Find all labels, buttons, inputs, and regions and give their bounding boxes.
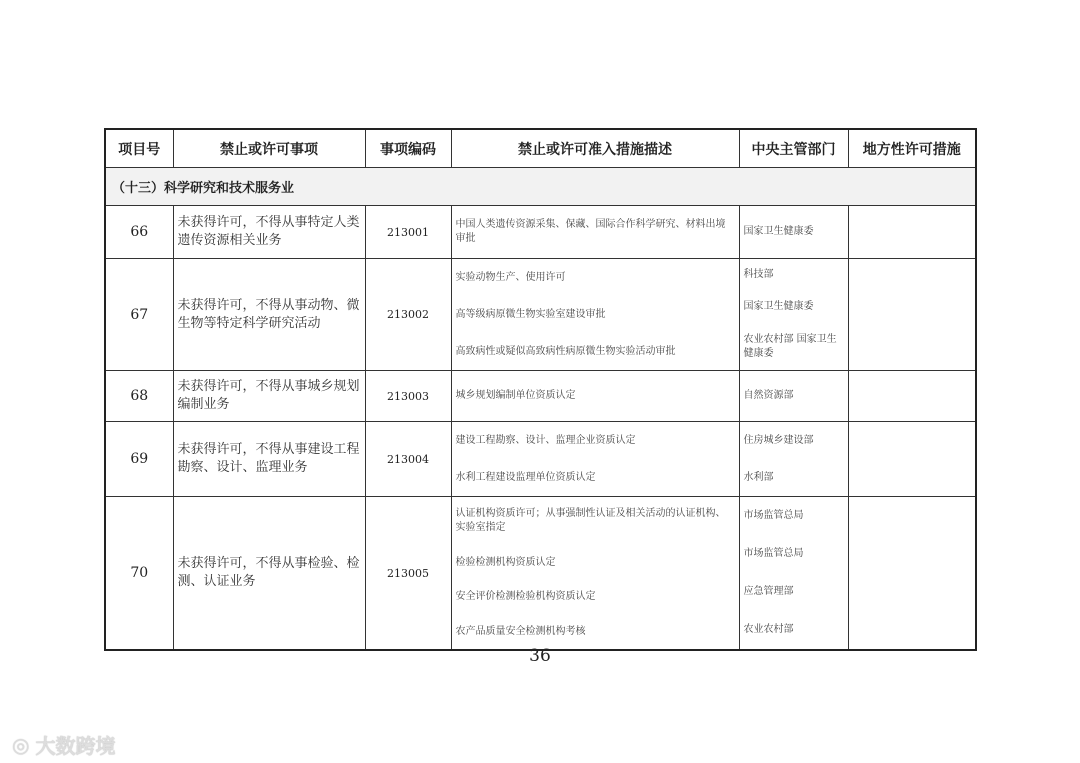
table-row [105, 371, 976, 422]
weibo-logo-icon: ◎ [12, 732, 30, 757]
dept-text: 农业农村部 国家卫生健康委 [743, 333, 837, 359]
item-code: 213003 [365, 371, 451, 422]
dept-cell [739, 497, 848, 651]
measure-text: 实验动物生产、使用许可 [455, 271, 566, 283]
table-row [105, 497, 976, 651]
dept-text: 市场监管总局 [743, 510, 804, 521]
watermark [12, 730, 115, 759]
dept-text: 农业农村部 [743, 624, 794, 635]
measure-text: 检验检测机构资质认定 [455, 556, 556, 568]
table-header [105, 129, 976, 168]
item-code: 213001 [365, 206, 451, 259]
measure-text: 农产品质量安全检测机构考核 [455, 625, 586, 637]
local-measure-cell [848, 422, 976, 497]
item-code: 213005 [365, 497, 451, 651]
header-item: 禁止或许可事项 [173, 129, 365, 168]
item-number: 68 [105, 371, 173, 422]
table-row [105, 422, 976, 497]
header-local: 地方性许可措施 [848, 129, 976, 168]
local-measure-cell [848, 206, 976, 259]
dept-cell [739, 259, 848, 371]
header-dept: 中央主管部门 [739, 129, 848, 168]
table-row [105, 206, 976, 259]
dept-text: 国家卫生健康委 [743, 301, 814, 313]
item-number: 66 [105, 206, 173, 259]
dept-cell [739, 371, 848, 422]
item-code: 213004 [365, 422, 451, 497]
item-name: 未获得许可，不得从事动物、微生物等特定科学研究活动 [173, 259, 365, 371]
watermark-text: 大数跨境 [35, 734, 116, 758]
measure-text: 高等级病原微生物实验室建设审批 [455, 308, 606, 320]
item-number: 69 [105, 422, 173, 497]
dept-text: 水利部 [743, 471, 774, 483]
measures-cell [451, 206, 739, 259]
header-code: 事项编码 [365, 129, 451, 168]
local-measure-cell [848, 371, 976, 422]
page-number: 36 [529, 646, 551, 666]
measures-cell [451, 259, 739, 371]
dept-text: 应急管理部 [743, 586, 794, 597]
measure-text: 高致病性或疑似高致病性病原微生物实验活动审批 [455, 345, 676, 357]
dept-cell [739, 422, 848, 497]
section-row [105, 168, 976, 206]
table-row [105, 259, 976, 371]
item-code: 213002 [365, 259, 451, 371]
item-name: 未获得许可，不得从事城乡规划编制业务 [173, 371, 365, 422]
header-measures: 禁止或许可准入措施描述 [451, 129, 739, 168]
local-measure-cell [848, 497, 976, 651]
dept-text: 市场监管总局 [743, 548, 804, 559]
header-no: 项目号 [105, 129, 173, 168]
item-name: 未获得许可，不得从事建设工程勘察、设计、监理业务 [173, 422, 365, 497]
item-name: 未获得许可，不得从事检验、检测、认证业务 [173, 497, 365, 651]
measure-text: 安全评价检测检验机构资质认定 [455, 591, 596, 603]
measure-text: 水利工程建设监理单位资质认定 [455, 471, 596, 483]
dept-text: 科技部 [743, 269, 774, 281]
dept-text: 自然资源部 [743, 390, 794, 401]
dept-cell [739, 206, 848, 259]
measure-text: 建设工程勘察、设计、监理企业资质认定 [455, 434, 636, 446]
section-title: （十三）科学研究和技术服务业 [105, 168, 976, 206]
item-name: 未获得许可，不得从事特定人类遗传资源相关业务 [173, 206, 365, 259]
item-number: 67 [105, 259, 173, 371]
dept-text: 国家卫生健康委 [743, 226, 814, 237]
measures-cell [451, 497, 739, 651]
measure-text: 认证机构资质许可；从事强制性认证及相关活动的认证机构、实验室指定 [455, 508, 726, 534]
measure-text: 中国人类遗传资源采集、保藏、国际合作科学研究、材料出境审批 [455, 219, 726, 244]
local-measure-cell [848, 259, 976, 371]
measure-text: 城乡规划编制单位资质认定 [455, 390, 576, 401]
item-number: 70 [105, 497, 173, 651]
dept-text: 住房城乡建设部 [743, 434, 814, 446]
measures-cell [451, 422, 739, 497]
permit-table [104, 128, 977, 651]
measures-cell [451, 371, 739, 422]
